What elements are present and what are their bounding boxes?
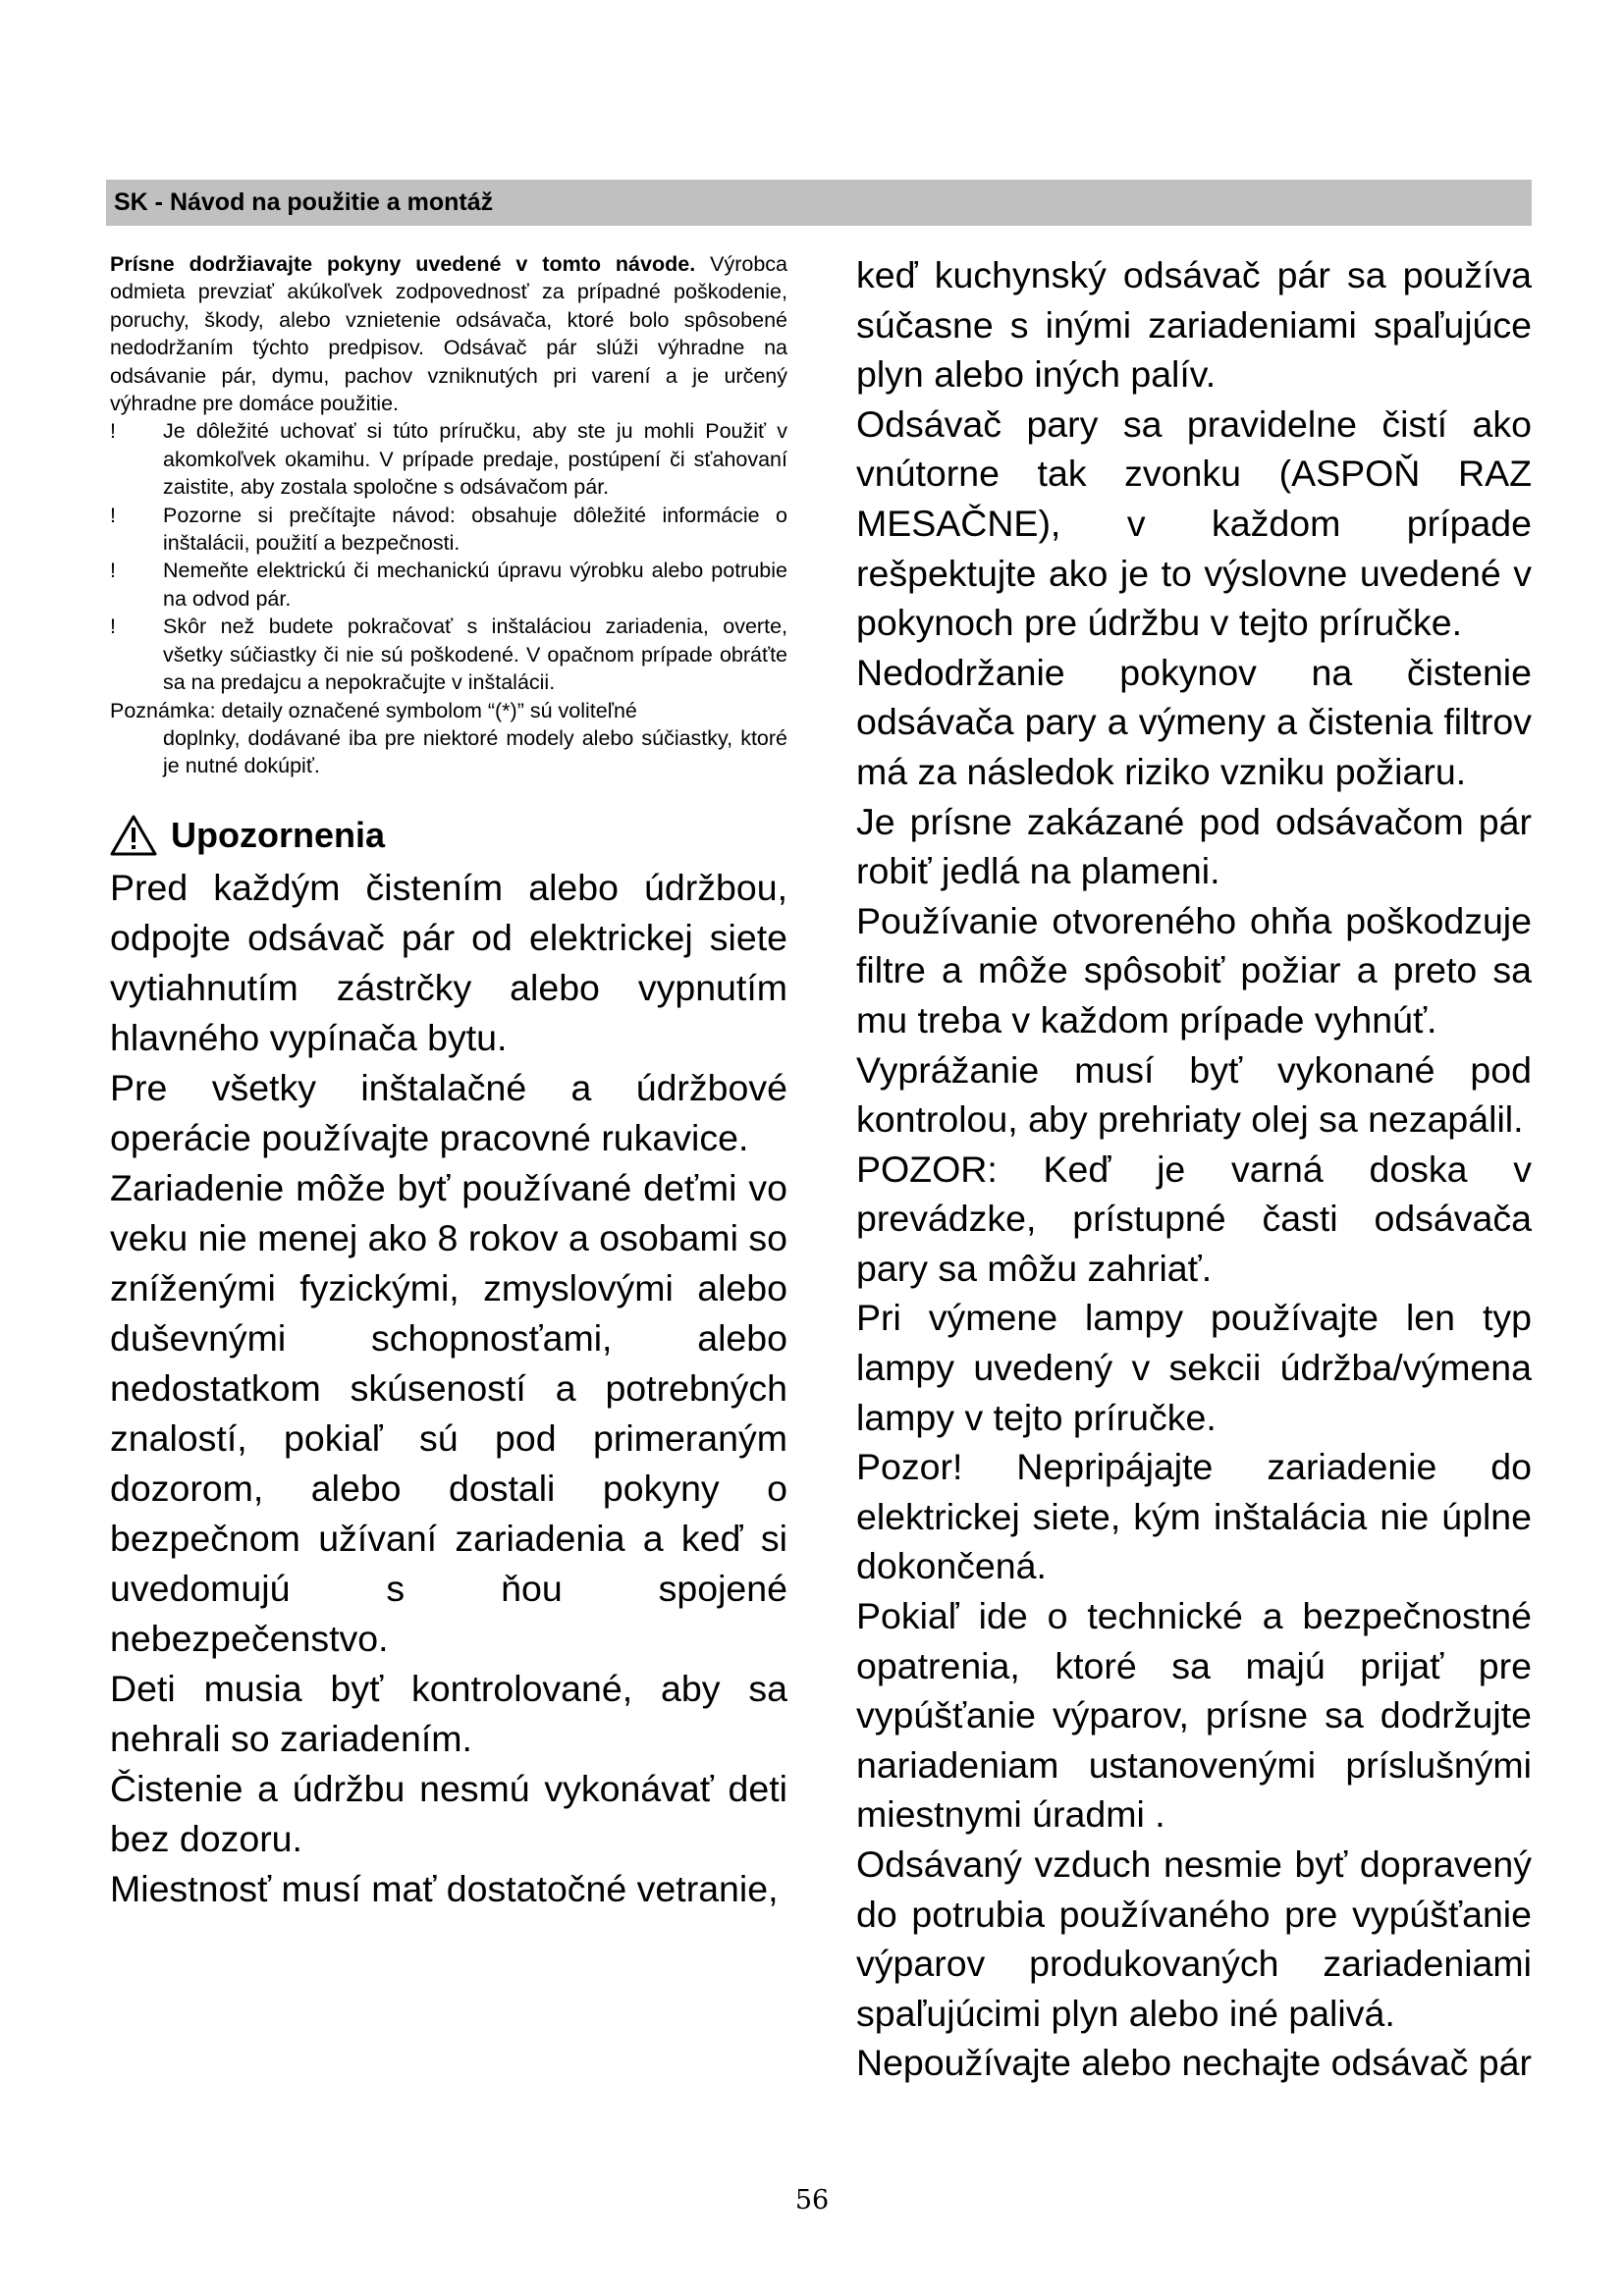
bullet-item [110, 557, 787, 613]
warning-heading [110, 808, 787, 863]
bullet-item [110, 502, 787, 558]
bullet-text: Nemeňte elektrickú či mechanickú úpravu výrobku alebo potrubie na odvod pár. [163, 559, 787, 611]
intro-bold: Prísne dodržiavajte pokyny uvedené v tomto návode. [110, 252, 696, 276]
warning-paragraph: Pre všetky inštalačné a údržbové operácie používajte pracovné rukavice. [110, 1066, 787, 1158]
bullet-item [110, 417, 787, 501]
page-number: 56 [794, 2185, 830, 2216]
note-text: detaily označené symbolom “(*)” sú voliteľné [221, 698, 637, 722]
note-label: Poznámka: [110, 698, 216, 722]
warning-paragraph: Pred každým čistením alebo údržbou, odpojte odsávač pár od elektrickej siete vytiahnutím zástrčky alebo vypnutím hlavného vypínača bytu. [110, 866, 787, 1058]
warning-title: Upozornenia [171, 814, 386, 855]
warning-paragraph: POZOR: Keď je varná doska v prevádzke, prístupné časti odsávača pary sa môžu zahriať. [856, 1148, 1532, 1289]
bullet-text: Je dôležité uchovať si túto príručku, aby ste ju mohli Použiť v akomkoľvek okamihu. V prípade predaje, postúpení či sťahovaní zaistite, aby zostala spoločne s odsávačom pár. [163, 419, 787, 500]
bullet-mark: ! [110, 559, 116, 583]
warning-paragraph: Je prísne zakázané pod odsávačom pár robiť jedlá na plameni. [856, 800, 1532, 892]
section-title: SK - Návod na použitie a montáž [114, 188, 494, 216]
warning-paragraph: Používanie otvoreného ohňa poškodzuje filtre a môže spôsobiť požiar a preto sa mu treba v každom prípade vyhnúť. [856, 899, 1532, 1041]
right-column [856, 250, 1532, 2088]
warning-paragraph: Nepoužívajte alebo nechajte odsávač pár [856, 2042, 1532, 2084]
warning-triangle-icon [110, 814, 157, 857]
warning-paragraph: Miestnosť musí mať dostatočné vetranie, [110, 1867, 779, 1909]
warning-paragraph: Vyprážanie musí byť vykonané pod kontrolou, aby prehriaty olej sa nezapálil. [856, 1048, 1532, 1141]
warning-paragraph: Pri výmene lampy používajte len typ lampy uvedený v sekcii údržba/výmena lampy v tejto príručke. [856, 1297, 1532, 1438]
warning-paragraph: Pozor! Nepripájajte zariadenie do elektrickej siete, kým inštalácia nie úplne dokončená. [856, 1446, 1532, 1587]
warnings-body [110, 863, 787, 1914]
left-column [110, 250, 787, 1914]
bullet-text: Skôr než budete pokračovať s inštaláciou zariadenia, overte, všetky súčiastky či nie sú poškodené. V opačnom prípade obráťte sa na predajcu a nepokračujte v inštalácii. [163, 614, 787, 695]
intro-text: Výrobca odmieta prevziať akúkoľvek zodpovednosť za prípadné poškodenie, poruchy, škody, alebo vznietenie odsávača, ktoré bolo spôsobené nedodržaním týchto predpisov. Odsávač pár slúži výhradne na odsávanie pár, dymu, pachov vzniknutých pri varení a je určený výhradne pre domáce použitie. [110, 252, 787, 416]
warning-paragraph: Odsávač pary sa pravidelne čistí ako vnútorne tak zvonku (ASPOŇ RAZ MESAČNE), v každom prípade rešpektujte ako je to výslovne uvedené v pokynoch pre údržbu v tejto príručke. [856, 402, 1532, 644]
warning-paragraph: keď kuchynský odsávač pár sa používa súčasne s inými zariadeniami spaľujúce plyn alebo iných palív. [856, 254, 1532, 396]
bullet-item [110, 613, 787, 696]
bullet-text: Pozorne si prečítajte návod: obsahuje dôležité informácie o inštalácii, použití a bezpečnosti. [163, 503, 787, 556]
intro-block [110, 250, 787, 417]
bullet-mark: ! [110, 419, 116, 444]
bullet-mark: ! [110, 503, 116, 527]
warning-paragraph: Nedodržanie pokynov na čistenie odsávača pary a výmeny a čistenia filtrov má za následok riziko vzniku požiaru. [856, 651, 1532, 792]
bullet-mark: ! [110, 614, 116, 639]
warning-paragraph: Čistenie a údržbu nesmú vykonávať deti bez dozoru. [110, 1767, 787, 1859]
warning-paragraph: Odsávaný vzduch nesmie byť dopravený do potrubia používaného pre vypúšťanie výparov produkovaných zariadeniami spaľujúcimi plyn alebo iné palivá. [856, 1843, 1532, 2034]
warning-paragraph: Zariadenie môže byť používané deťmi vo veku nie menej ako 8 rokov a osobami so zníženými fyzickými, zmyslovými alebo duševnými schopnosťami, alebo nedostatkom skúseností a potrebných znalostí, pokiaľ sú pod primeraným dozorom, alebo dostali pokyny o bezpečnom užívaní zariadenia a keď si uvedomujú s ňou spojené nebezpečenstvo. [110, 1166, 787, 1659]
intro-paragraph [110, 250, 787, 417]
note [110, 697, 787, 724]
note-continuation: doplnky, dodávané iba pre niektoré modely alebo súčiastky, ktoré je nutné dokúpiť. [163, 725, 787, 778]
warning-paragraph: Pokiaľ ide o technické a bezpečnostné opatrenia, ktoré sa majú prijať pre vypúšťanie výparov, prísne sa dodržujte nariadeniam ustanovenými príslušnými miestnymi úradmi . [856, 1595, 1532, 1836]
warning-paragraph: Deti musia byť kontrolované, aby sa nehrali so zariadením. [110, 1667, 787, 1759]
section-header [106, 180, 1532, 226]
